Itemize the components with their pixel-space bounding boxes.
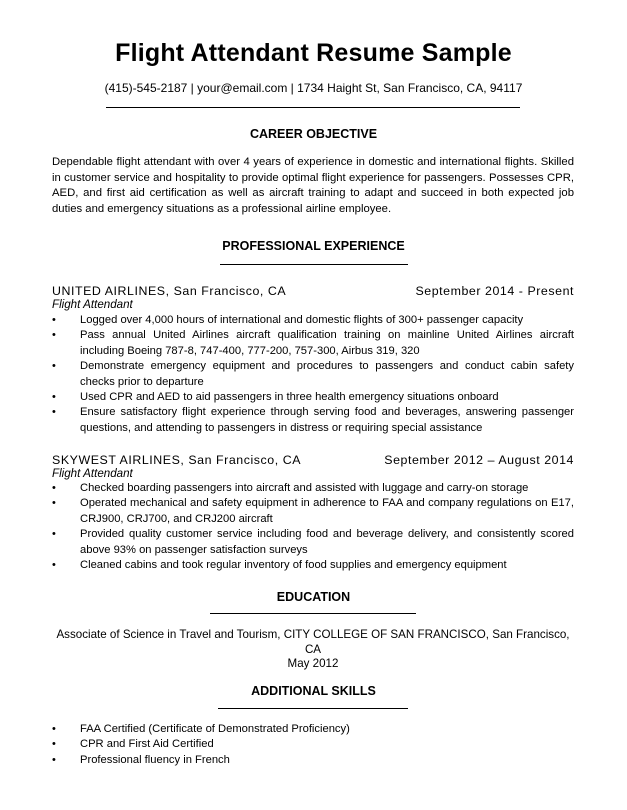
education-heading-underline: [210, 613, 416, 614]
career-objective-text: Dependable flight attendant with over 4 years of experience in domestic and international flights. Skilled in customer service and hospitality to provide optimal flight experience for passengers. Possesses CPR, AED, and first aid certification as well as aircraft training to adapt and succeed in both expected job duties and emergency situations as a professional airline employee.: [52, 156, 574, 215]
skills-list: [52, 722, 574, 768]
list-item: • Ensure satisfactory flight experience through serving food and beverages, answering passenger questions, and attending to passengers in distress or requiring special assistance: [52, 406, 574, 434]
career-objective-heading: CAREER OBJECTIVE: [249, 127, 378, 141]
job-duties-list-united: [52, 313, 574, 436]
resume-title: Flight Attendant Resume Sample: [115, 39, 512, 67]
bullet-icon: •: [52, 329, 56, 342]
list-item: • Demonstrate emergency equipment and procedures to passengers and conduct cabin safety checks prior to departure: [52, 360, 574, 388]
list-item: • Operated mechanical and safety equipment in adherence to FAA and company regulations on E17, CRJ900, CRJ700, and CRJ200 aircraft: [52, 497, 574, 525]
bullet-icon: •: [52, 314, 56, 326]
list-item: • Logged over 4,000 hours of international and domestic flights of 300+ passenger capacity: [52, 313, 574, 328]
education-heading: EDUCATION: [276, 590, 351, 604]
employment-dates: September 2012 – August 2014: [384, 453, 574, 467]
list-item: • Provided quality customer service including food and beverage delivery, and consistently scored above 93% on passenger satisfaction surveys: [52, 528, 574, 556]
bullet-icon: •: [52, 360, 56, 373]
professional-experience-heading: PROFESSIONAL EXPERIENCE: [222, 239, 405, 253]
bullet-icon: •: [52, 723, 56, 735]
job-title: Flight Attendant: [52, 467, 133, 480]
additional-skills-heading: ADDITIONAL SKILLS: [251, 684, 376, 698]
bullet-icon: •: [52, 391, 56, 404]
job-duties-list-skywest: [52, 481, 574, 573]
list-item: • FAA Certified (Certificate of Demonstrated Proficiency): [52, 722, 574, 737]
bullet-icon: •: [52, 406, 56, 419]
employer-name: UNITED AIRLINES, San Francisco, CA: [52, 284, 287, 298]
list-item: • Used CPR and AED to aid passengers in three health emergency situations onboard: [52, 390, 574, 405]
bullet-icon: •: [52, 738, 56, 751]
employment-dates: September 2014 - Present: [415, 284, 574, 298]
list-item: • Professional fluency in French: [52, 753, 574, 768]
list-item: • Checked boarding passengers into aircraft and assisted with luggage and carry-on storage: [52, 481, 574, 496]
employer-name: SKYWEST AIRLINES, San Francisco, CA: [52, 453, 302, 467]
list-item: • Pass annual United Airlines aircraft qualification training on mainline United Airlines aircraft including Boeing 787-8, 747-400, 777-200, 757-300, Airbus 319, 320: [52, 329, 574, 357]
list-item: • Cleaned cabins and took regular inventory of food supplies and emergency equipment: [52, 558, 574, 573]
bullet-icon: •: [52, 753, 56, 766]
skills-heading-underline: [218, 708, 408, 709]
contact-line: (415)-545-2187 | your@email.com | 1734 Haight St, San Francisco, CA, 94117: [104, 81, 523, 95]
bullet-icon: •: [52, 482, 56, 494]
education-date: May 2012: [287, 657, 339, 670]
bullet-icon: •: [52, 497, 56, 510]
bullet-icon: •: [52, 559, 56, 572]
education-location: CA: [304, 643, 322, 656]
bullet-icon: •: [52, 528, 56, 541]
list-item: • CPR and First Aid Certified: [52, 737, 574, 752]
experience-heading-underline: [220, 264, 408, 265]
header-divider: [106, 107, 520, 108]
education-degree: Associate of Science in Travel and Tourism, CITY COLLEGE OF SAN FRANCISCO, San Francisco,: [56, 628, 570, 641]
job-title: Flight Attendant: [52, 298, 133, 311]
